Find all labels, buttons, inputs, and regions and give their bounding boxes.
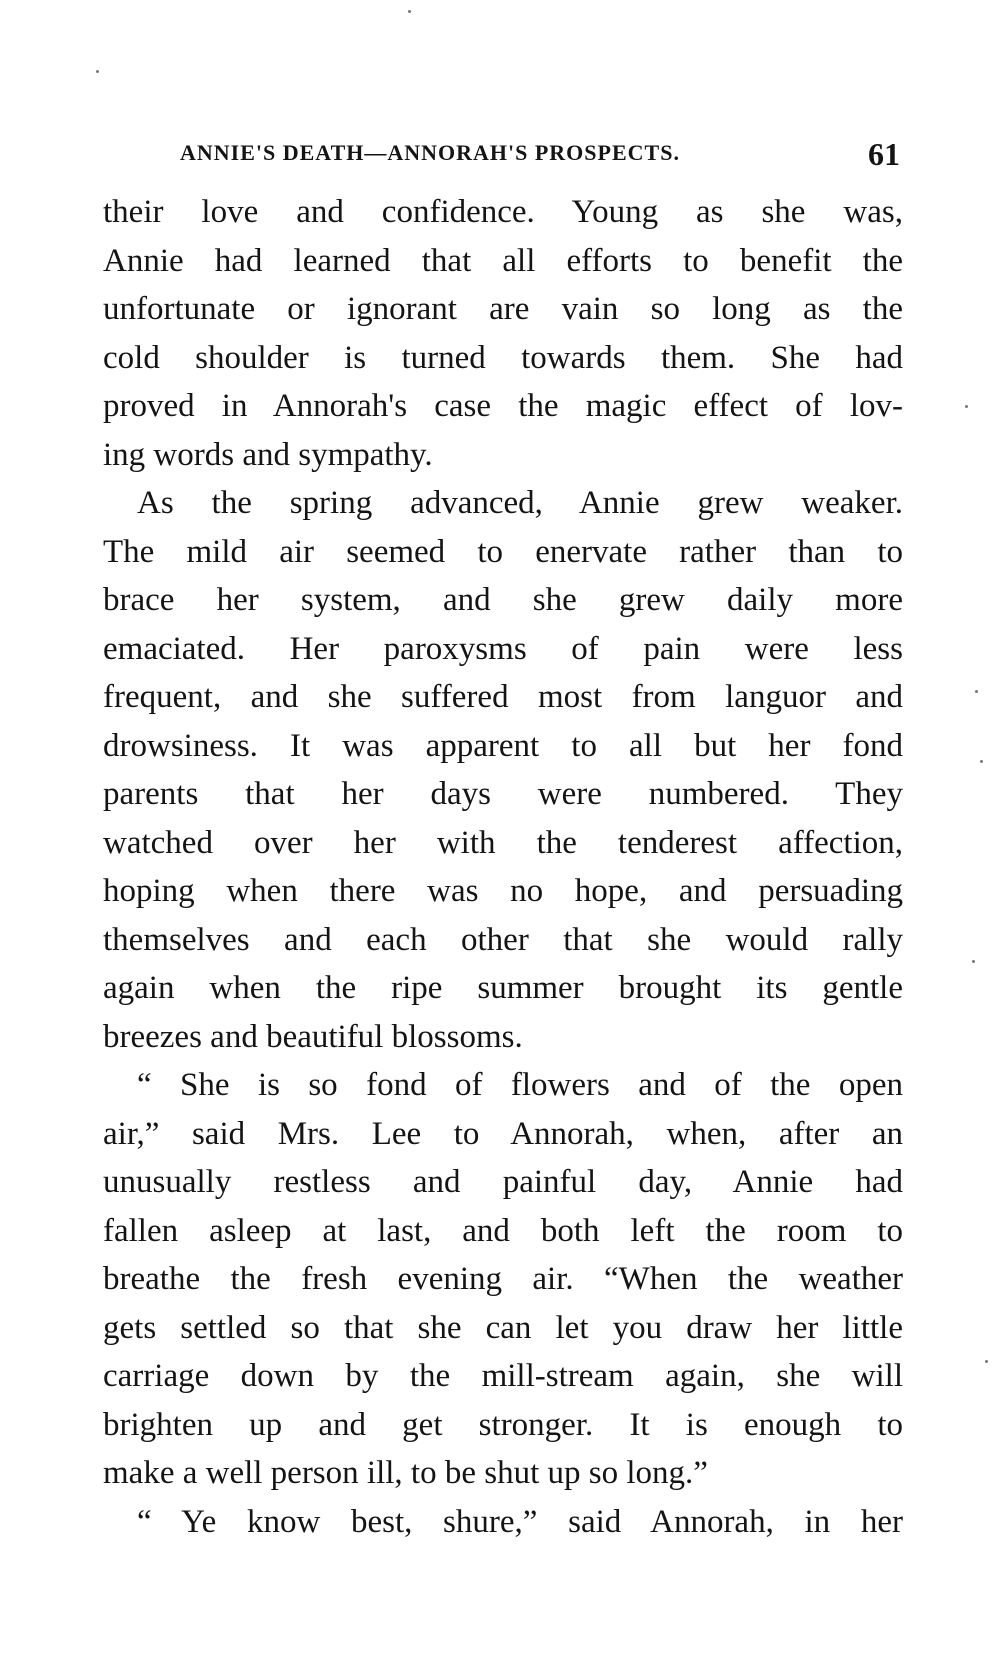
text-line: hoping when there was no hope, and persuading: [103, 873, 903, 909]
text-line: breezes and beautiful blossoms.: [103, 1018, 523, 1055]
text-line: cold shoulder is turned towards them. She had: [103, 339, 903, 376]
text-line: parents that her days were numbered. They: [103, 776, 903, 812]
text-line: fallen asleep at last, and both left the room to: [103, 1212, 903, 1249]
paragraph-3: [103, 1061, 903, 1498]
text-line: proved in Annorah's case the magic effect of lov-: [103, 388, 903, 424]
text-line: “ Ye know best, shure,” said Annorah, in her: [137, 1503, 903, 1540]
paragraph-2: [103, 479, 903, 1061]
text-line: brace her system, and she grew daily more: [103, 582, 903, 618]
page-number: 61: [868, 136, 900, 172]
text-line: again when the ripe summer brought its gentle: [103, 970, 903, 1006]
paragraph-1: [103, 188, 903, 479]
text-line: make a well person ill, to be shut up so long.”: [103, 1455, 708, 1491]
text-line: carriage down by the mill-stream again, she will: [103, 1358, 903, 1394]
text-line: frequent, and she suffered most from languor and: [103, 679, 903, 715]
text-line: unusually restless and painful day, Annie had: [103, 1164, 903, 1200]
running-title: ANNIE'S DEATH—ANNORAH'S PROSPECTS.: [180, 140, 680, 165]
text-line: gets settled so that she can let you draw her little: [103, 1309, 903, 1346]
text-line: As the spring advanced, Annie grew weaker.: [137, 485, 903, 521]
text-line: emaciated. Her paroxysms of pain were less: [103, 630, 903, 667]
text-line: Annie had learned that all efforts to benefit the: [103, 242, 903, 279]
text-line: “ She is so fond of flowers and of the open: [137, 1067, 903, 1103]
text-line: watched over her with the tenderest affection,: [103, 824, 903, 861]
text-line: breathe the fresh evening air. “When the weather: [103, 1261, 903, 1297]
text-line: air,” said Mrs. Lee to Annorah, when, after an: [103, 1115, 903, 1152]
paragraph-4: [103, 1498, 903, 1547]
body-text: [103, 188, 903, 1546]
text-line: drowsiness. It was apparent to all but her fond: [103, 727, 903, 764]
text-line: brighten up and get stronger. It is enough to: [103, 1406, 903, 1443]
text-line: The mild air seemed to enervate rather than to: [103, 533, 903, 570]
text-line: unfortunate or ignorant are vain so long as the: [103, 291, 903, 327]
text-line: ing words and sympathy.: [103, 436, 433, 473]
running-head: [180, 136, 900, 176]
text-line: themselves and each other that she would rally: [103, 921, 903, 958]
text-line: their love and confidence. Young as she was,: [103, 194, 903, 230]
